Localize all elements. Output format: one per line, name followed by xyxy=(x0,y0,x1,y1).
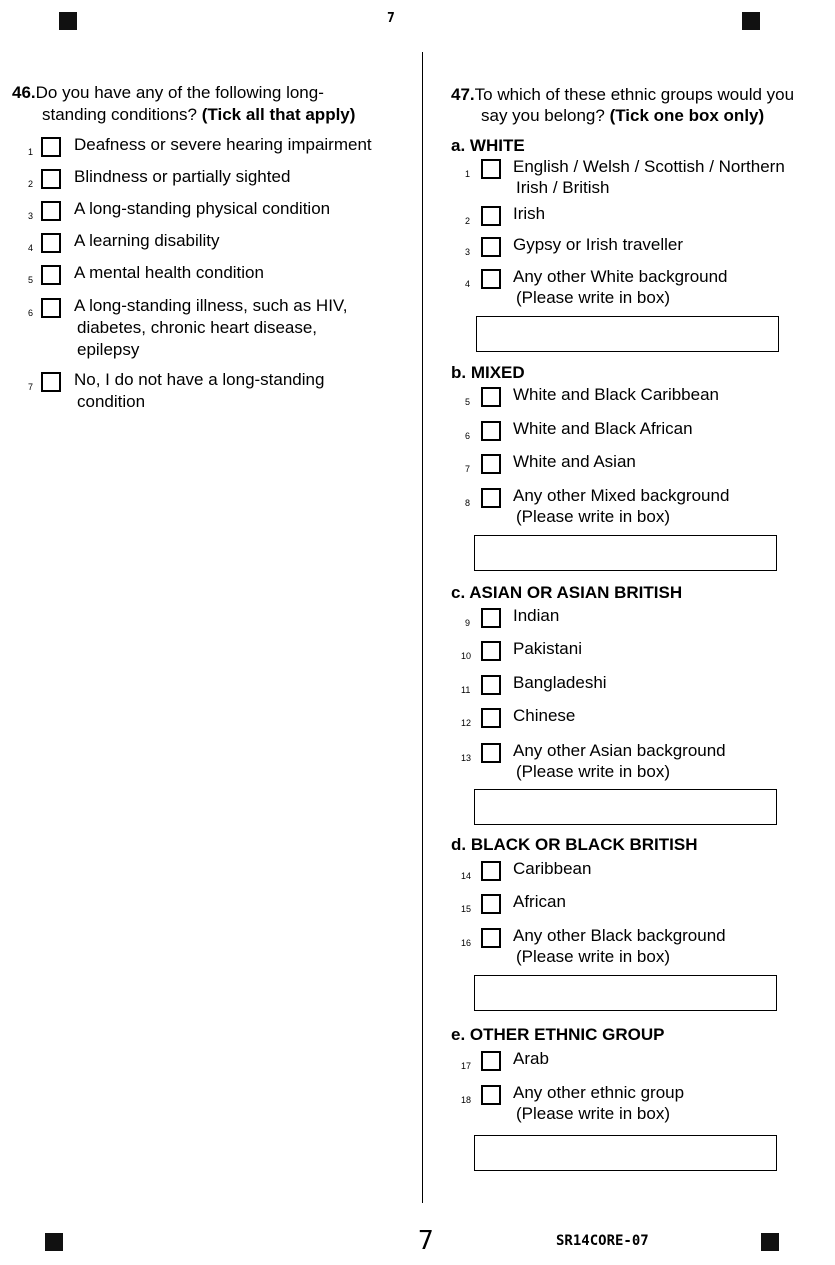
group-heading: b. MIXED xyxy=(451,363,525,382)
checkbox[interactable] xyxy=(41,372,61,392)
option-code: 1 xyxy=(465,169,471,179)
option-label: Chinese xyxy=(513,706,576,725)
checkbox[interactable] xyxy=(481,894,501,914)
checkbox[interactable] xyxy=(481,237,501,257)
checkbox[interactable] xyxy=(481,708,501,728)
option-code: 7 xyxy=(28,382,34,392)
checkbox[interactable] xyxy=(41,265,61,285)
option-label: English / Welsh / Scottish / Northern xyxy=(513,157,785,176)
option-code: 16 xyxy=(461,938,472,948)
option-label: White and Black Caribbean xyxy=(513,385,720,404)
option-label: Any other White background xyxy=(513,267,728,286)
column-divider xyxy=(422,52,423,1203)
option-label: Any other Mixed background xyxy=(513,486,730,505)
option-code: 1 xyxy=(28,147,34,157)
option-label: No, I do not have a long-standing xyxy=(74,370,325,389)
option-label: Deafness or severe hearing impairment xyxy=(74,135,372,154)
q47-question xyxy=(451,84,794,106)
option-label: epilepsy xyxy=(77,340,140,359)
option-label: Any other Asian background xyxy=(513,741,726,760)
option-label: White and Asian xyxy=(513,452,636,471)
registration-mark xyxy=(45,1233,63,1251)
option-code: 14 xyxy=(461,871,472,881)
option-label: Bangladeshi xyxy=(513,673,607,692)
option-label: Pakistani xyxy=(513,639,582,658)
group-heading: c. ASIAN OR ASIAN BRITISH xyxy=(451,583,683,602)
checkbox[interactable] xyxy=(481,387,501,407)
checkbox[interactable] xyxy=(41,169,61,189)
option-code: 3 xyxy=(28,211,34,221)
q47-number: 47. xyxy=(451,85,475,104)
q46-question xyxy=(12,82,324,104)
group-heading: d. BLACK OR BLACK BRITISH xyxy=(451,835,698,854)
option-label: (Please write in box) xyxy=(516,947,671,966)
option-label: Irish / British xyxy=(516,178,610,197)
option-code: 2 xyxy=(28,179,34,189)
option-label: White and Black African xyxy=(513,419,693,438)
write-in-box[interactable] xyxy=(474,1135,777,1171)
option-code: 11 xyxy=(461,685,471,695)
checkbox[interactable] xyxy=(481,206,501,226)
q46-number: 46. xyxy=(12,83,36,102)
q46-instruction: (Tick all that apply) xyxy=(201,105,356,124)
option-code: 12 xyxy=(461,718,472,728)
option-label: Indian xyxy=(513,606,560,625)
option-code: 4 xyxy=(28,243,34,253)
group-heading: a. WHITE xyxy=(451,136,525,155)
write-in-box[interactable] xyxy=(474,975,777,1011)
option-label: (Please write in box) xyxy=(516,507,671,526)
registration-mark xyxy=(742,12,760,30)
option-label: A mental health condition xyxy=(74,263,264,282)
option-code: 3 xyxy=(465,247,471,257)
option-label: Any other Black background xyxy=(513,926,726,945)
option-code: 7 xyxy=(465,464,471,474)
page-number-top: 7 xyxy=(387,11,395,26)
form-code: SR14CORE-07 xyxy=(556,1233,649,1249)
option-label: (Please write in box) xyxy=(516,1104,671,1123)
option-label: diabetes, chronic heart disease, xyxy=(77,318,318,337)
option-label: African xyxy=(513,892,566,911)
option-code: 10 xyxy=(461,651,472,661)
checkbox[interactable] xyxy=(481,608,501,628)
write-in-box[interactable] xyxy=(474,789,777,825)
option-code: 5 xyxy=(28,275,34,285)
checkbox[interactable] xyxy=(481,641,501,661)
checkbox[interactable] xyxy=(481,454,501,474)
option-label: (Please write in box) xyxy=(516,288,671,307)
option-label: condition xyxy=(77,392,146,411)
q46-question-line2: standing conditions? (Tick all that apply) xyxy=(42,105,356,124)
option-code: 4 xyxy=(465,279,471,289)
write-in-box[interactable] xyxy=(476,316,779,352)
q47-instruction: (Tick one box only) xyxy=(609,106,765,125)
option-label: (Please write in box) xyxy=(516,762,671,781)
option-label: Arab xyxy=(513,1049,549,1068)
checkbox[interactable] xyxy=(41,298,61,318)
group-heading: e. OTHER ETHNIC GROUP xyxy=(451,1025,665,1044)
option-code: 8 xyxy=(465,498,471,508)
registration-mark xyxy=(761,1233,779,1251)
checkbox[interactable] xyxy=(481,421,501,441)
page-number-bottom: 7 xyxy=(418,1226,434,1256)
q46-text-line1: Do you have any of the following long- xyxy=(35,83,324,102)
option-code: 2 xyxy=(465,216,471,226)
checkbox[interactable] xyxy=(481,1085,501,1105)
option-label: Caribbean xyxy=(513,859,592,878)
q47-text-line1: To which of these ethnic groups would you xyxy=(474,85,795,104)
option-code: 15 xyxy=(461,904,472,914)
write-in-box[interactable] xyxy=(474,535,777,571)
checkbox[interactable] xyxy=(481,1051,501,1071)
checkbox[interactable] xyxy=(481,488,501,508)
checkbox[interactable] xyxy=(41,137,61,157)
checkbox[interactable] xyxy=(481,928,501,948)
checkbox[interactable] xyxy=(481,675,501,695)
option-label: Gypsy or Irish traveller xyxy=(513,235,684,254)
option-code: 18 xyxy=(461,1095,472,1105)
checkbox[interactable] xyxy=(481,269,501,289)
checkbox[interactable] xyxy=(481,159,501,179)
option-code: 6 xyxy=(28,308,34,318)
option-code: 6 xyxy=(465,431,471,441)
registration-mark xyxy=(59,12,77,30)
option-code: 5 xyxy=(465,397,471,407)
option-label: A long-standing illness, such as HIV, xyxy=(74,296,348,315)
checkbox[interactable] xyxy=(41,201,61,221)
option-code: 17 xyxy=(461,1061,472,1071)
q47-question-line2: say you belong? (Tick one box only) xyxy=(481,106,765,125)
option-code: 9 xyxy=(465,618,471,628)
checkbox[interactable] xyxy=(481,861,501,881)
option-label: Blindness or partially sighted xyxy=(74,167,291,186)
option-label: Irish xyxy=(513,204,546,223)
checkbox[interactable] xyxy=(41,233,61,253)
checkbox[interactable] xyxy=(481,743,501,763)
option-code: 13 xyxy=(461,753,472,763)
option-label: A long-standing physical condition xyxy=(74,199,331,218)
option-label: Any other ethnic group xyxy=(513,1083,685,1102)
option-label: A learning disability xyxy=(74,231,220,250)
